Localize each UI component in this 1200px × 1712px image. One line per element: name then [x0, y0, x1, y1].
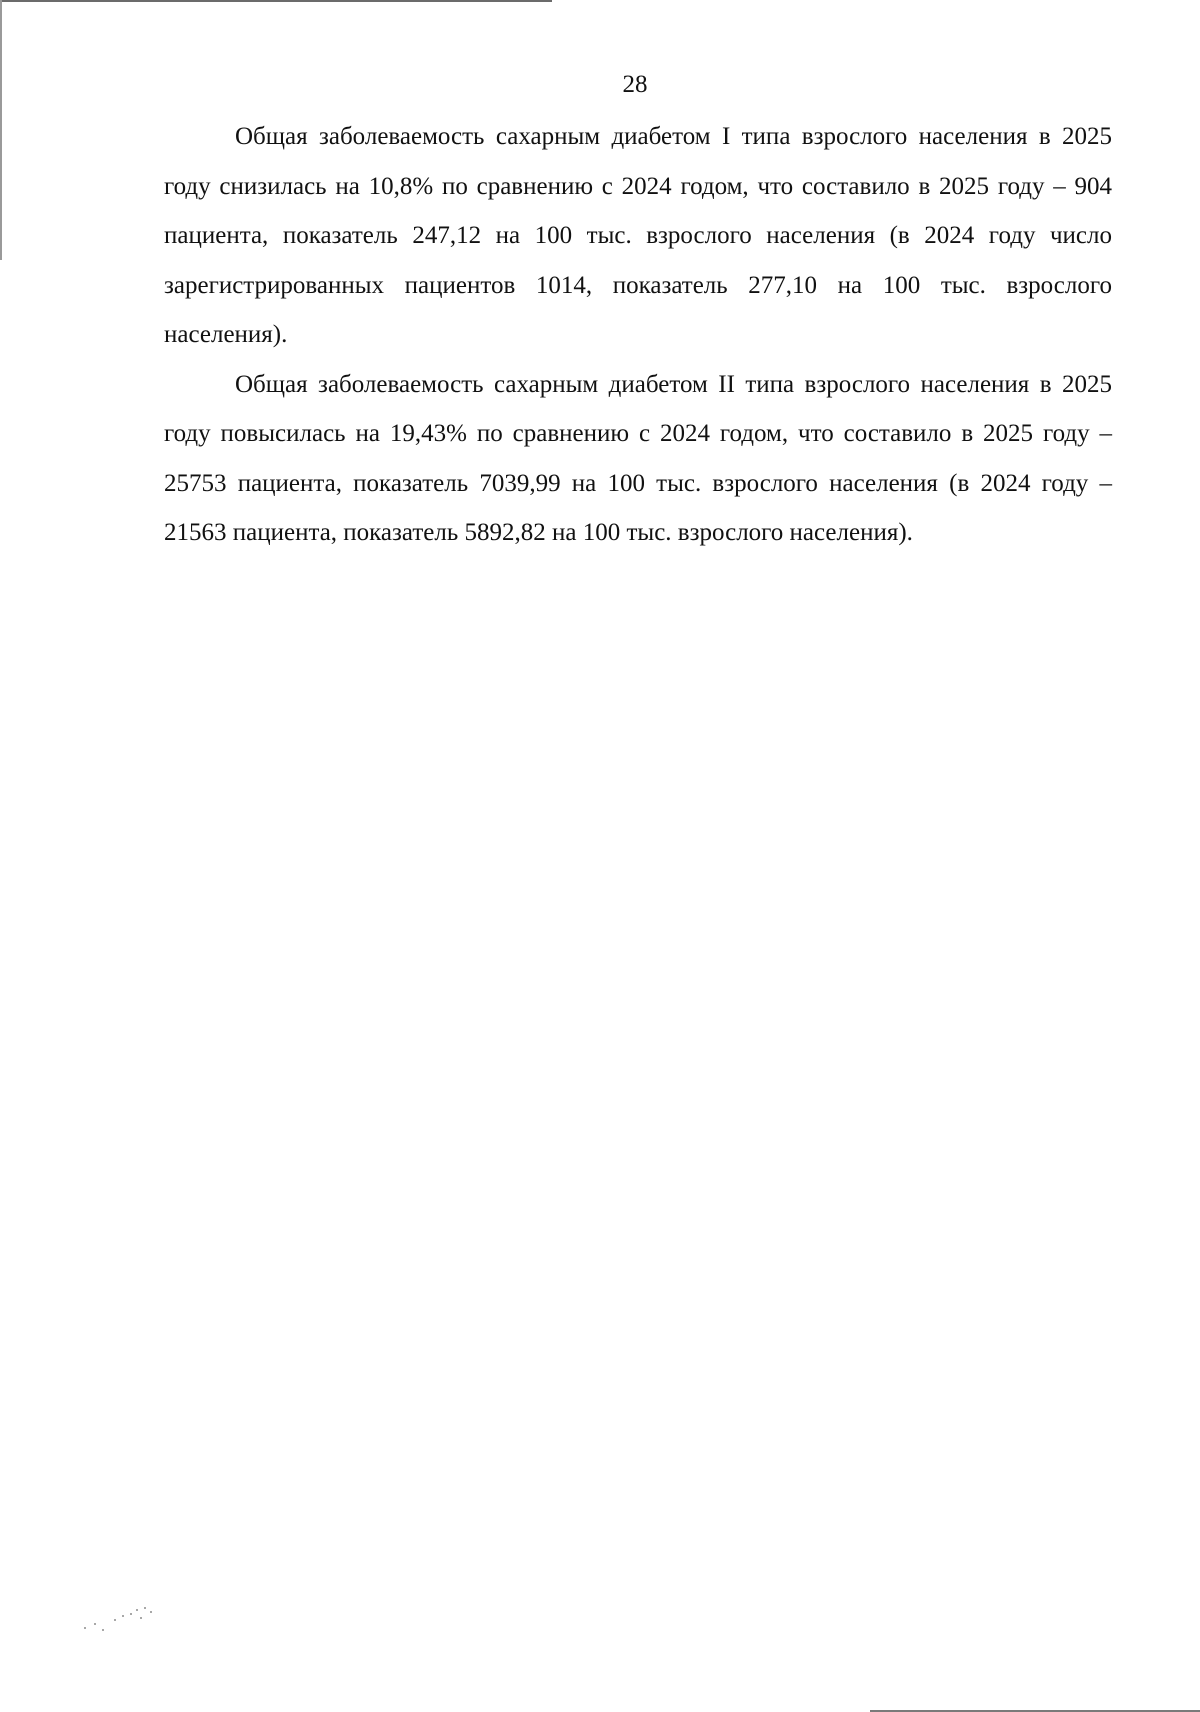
scan-edge-left: [0, 0, 2, 260]
scan-edge-top: [0, 0, 552, 2]
paragraph-diabetes-type-2: Общая заболеваемость сахарным диабетом II типа взрослого населения в 2025 году повысилась на 19,43% по сравнению с 2024 годом, что составило в 2025 году – 25753 пациента, показатель 7039,99 на 100 тыс. взрослого населения (в 2024 году –21563 пациента, показатель 5892,82 на 100 тыс. взрослого населения).: [164, 370, 1112, 546]
body-text: [164, 112, 1112, 558]
scan-noise: [80, 1605, 170, 1635]
page-number: 28: [622, 71, 648, 98]
paragraph-diabetes-type-1: Общая заболеваемость сахарным диабетом I типа взрослого населения в 2025 году снизилась на 10,8% по сравнению с 2024 годом, что составило в 2025 году – 904 пациента, показатель 247,12 на 100 тыс. взрослого населения (в 2024 году число зарегистрированных пациентов 1014, показатель 277,10 на 100 тыс. взрослого населения).: [164, 123, 1112, 348]
